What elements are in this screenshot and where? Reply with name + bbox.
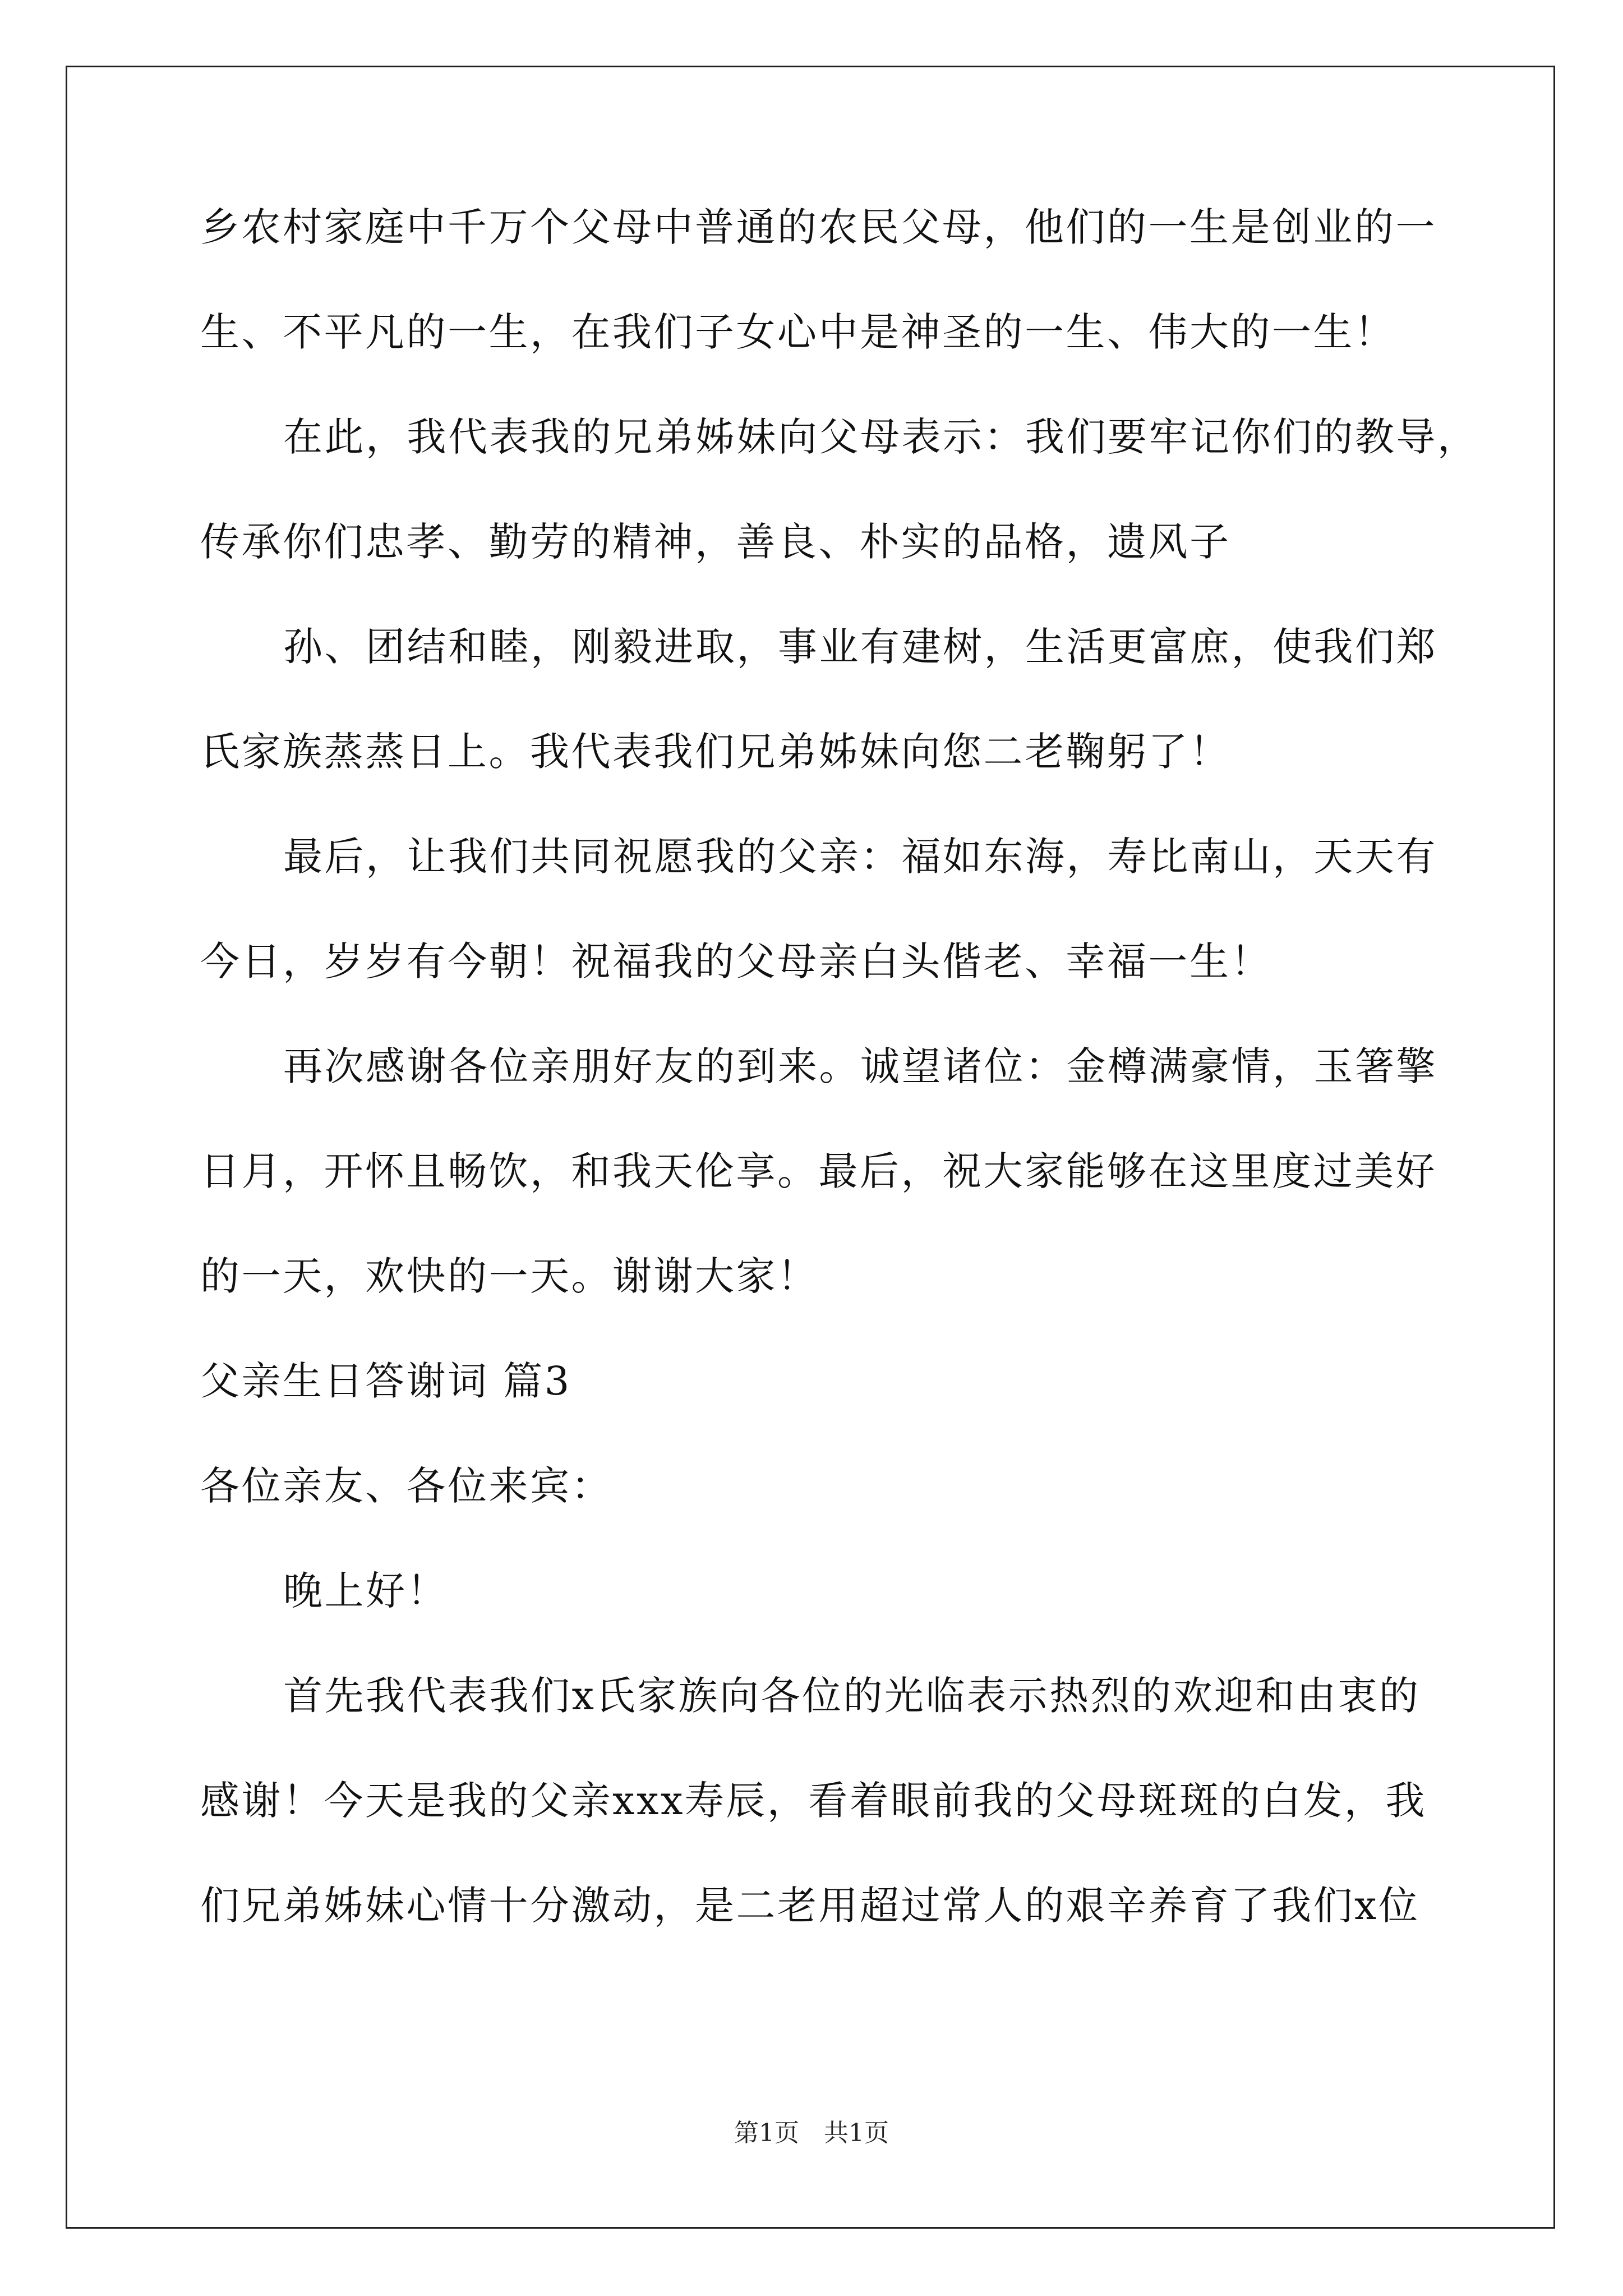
greeting: 晚上好！: [283, 1568, 448, 1614]
paragraph-line: 生、不平凡的一生，在我们子女心中是神圣的一生、伟大的一生！: [200, 309, 1396, 355]
page-footer: 第1页 共1页: [734, 2119, 889, 2147]
paragraph-line: 氏家族蒸蒸日上。我代表我们兄弟姊妹向您二老鞠躬了！: [200, 729, 1231, 775]
paragraph-line: 日月，开怀且畅饮，和我天伦享。最后，祝大家能够在这里度过美好: [200, 1148, 1437, 1194]
paragraph-line: 乡农村家庭中千万个父母中普通的农民父母，他们的一生是创业的一: [200, 204, 1437, 250]
paragraph-line: 的一天，欢快的一天。谢谢大家！: [200, 1253, 819, 1299]
paragraph-line: 传承你们忠孝、勤劳的精神，善良、朴实的品格，遗风子: [200, 519, 1231, 565]
paragraph-line: 今日，岁岁有今朝！祝福我的父母亲白头偕老、幸福一生！: [200, 938, 1272, 984]
paragraph-line: 孙、团结和睦，刚毅进取，事业有建树，生活更富庶，使我们郑: [283, 624, 1437, 670]
paragraph-line: 在此，我代表我的兄弟姊妹向父母表示：我们要牢记你们的教导，: [283, 414, 1479, 460]
paragraph-line: 感谢！今天是我的父亲xxx寿辰，看着眼前我的父母斑斑的白发，我: [200, 1778, 1427, 1824]
paragraph-line: 首先我代表我们x氏家族向各位的光临表示热烈的欢迎和由衷的: [283, 1673, 1421, 1719]
paragraph-line: 们兄弟姊妹心情十分激动，是二老用超过常人的艰辛养育了我们x位: [200, 1883, 1420, 1929]
paragraph-line: 再次感谢各位亲朋好友的到来。诚望诸位：金樽满豪情，玉箸擎: [283, 1043, 1437, 1089]
paragraph-line: 最后，让我们共同祝愿我的父亲：福如东海，寿比南山，天天有: [283, 834, 1437, 880]
section-heading: 父亲生日答谢词 篇3: [200, 1358, 571, 1404]
salutation: 各位亲友、各位来宾：: [200, 1463, 612, 1509]
